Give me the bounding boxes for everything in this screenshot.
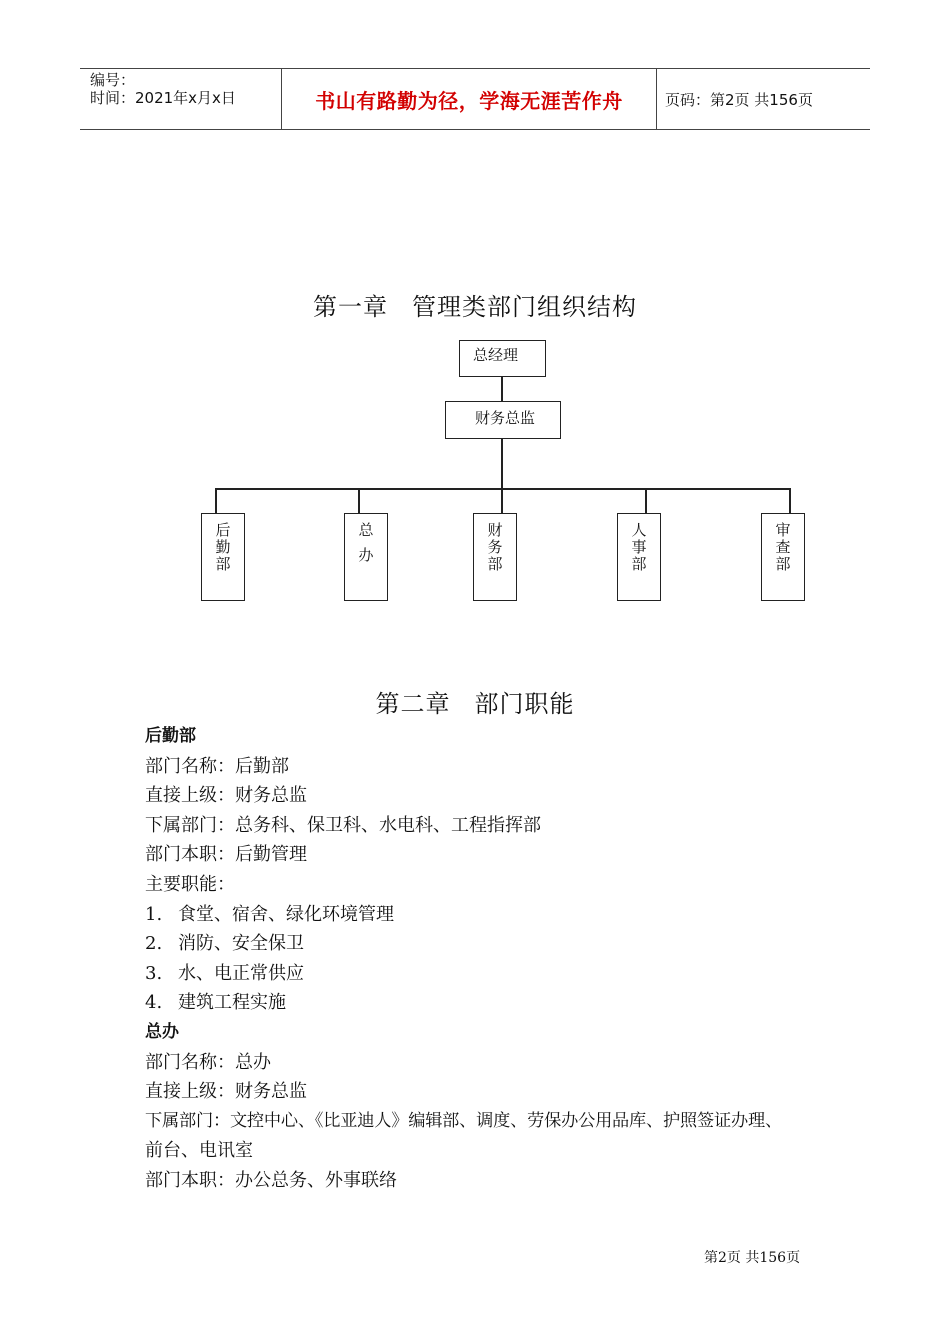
list-item: 2. 消防、安全保卫: [145, 933, 304, 955]
connector-line: [501, 488, 503, 513]
info-line: 下属部门：总务科、保卫科、水电科、工程指挥部: [145, 814, 541, 836]
list-item: 4. 建筑工程实施: [145, 992, 286, 1014]
department-functions: [145, 722, 835, 1196]
connector-line: [501, 377, 503, 401]
connector-line: [215, 488, 217, 513]
header-meta: [80, 69, 281, 129]
header-motto: 书山有路勤为径，学海无涯苦作舟: [281, 69, 657, 129]
page-footer: 第2页 共156页: [704, 1250, 801, 1266]
chapter-2-title: 部门职能: [474, 690, 575, 718]
connector-line: [358, 488, 360, 513]
info-line: 部门名称：总办: [145, 1051, 271, 1073]
info-line: 下属部门：文控中心、《比亚迪人》编辑部、调度、劳保办公用品库、护照签证办理、: [145, 1110, 782, 1131]
info-line: 部门名称：后勤部: [145, 755, 289, 777]
org-node-finance-director: 财务总监: [445, 401, 561, 439]
org-node-audit: 审 查 部: [761, 513, 805, 601]
info-line: 直接上级：财务总监: [145, 1081, 307, 1103]
org-node-general-office: 总 办: [344, 513, 388, 601]
page-header: [80, 68, 870, 130]
org-chart: [0, 330, 950, 620]
section-heading: 总办: [145, 1021, 179, 1042]
info-line: 部门本职：办公总务、外事联络: [145, 1169, 397, 1191]
chapter-1-heading: [0, 287, 950, 322]
chapter-1-number: 第一章: [313, 293, 388, 321]
connector-bus-line: [215, 488, 791, 490]
chapter-1-title: 管理类部门组织结构: [412, 293, 637, 321]
list-item: 3. 水、电正常供应: [145, 962, 304, 984]
connector-line: [645, 488, 647, 513]
org-node-finance: 财 务 部: [473, 513, 517, 601]
section-heading: 后勤部: [145, 726, 196, 746]
info-line: 前台、电讯室: [145, 1140, 253, 1162]
number-label: 编号：: [90, 71, 136, 89]
info-line: 直接上级：财务总监: [145, 785, 307, 807]
org-node-logistics: 后 勤 部: [201, 513, 245, 601]
time-label: 时间：2021年x月x日: [90, 89, 236, 107]
connector-line: [501, 439, 503, 489]
info-line: 部门本职：后勤管理: [145, 844, 307, 866]
connector-line: [789, 488, 791, 513]
chapter-2-heading: [0, 684, 950, 719]
chapter-2-number: 第二章: [375, 690, 451, 718]
org-node-general-manager: 总经理: [459, 340, 546, 377]
info-line: 主要职能：: [145, 873, 235, 895]
org-node-hr: 人 事 部: [617, 513, 661, 601]
list-item: 1. 食堂、宿舍、绿化环境管理: [145, 903, 394, 925]
header-page-info: 页码：第2页 共156页: [665, 90, 813, 109]
